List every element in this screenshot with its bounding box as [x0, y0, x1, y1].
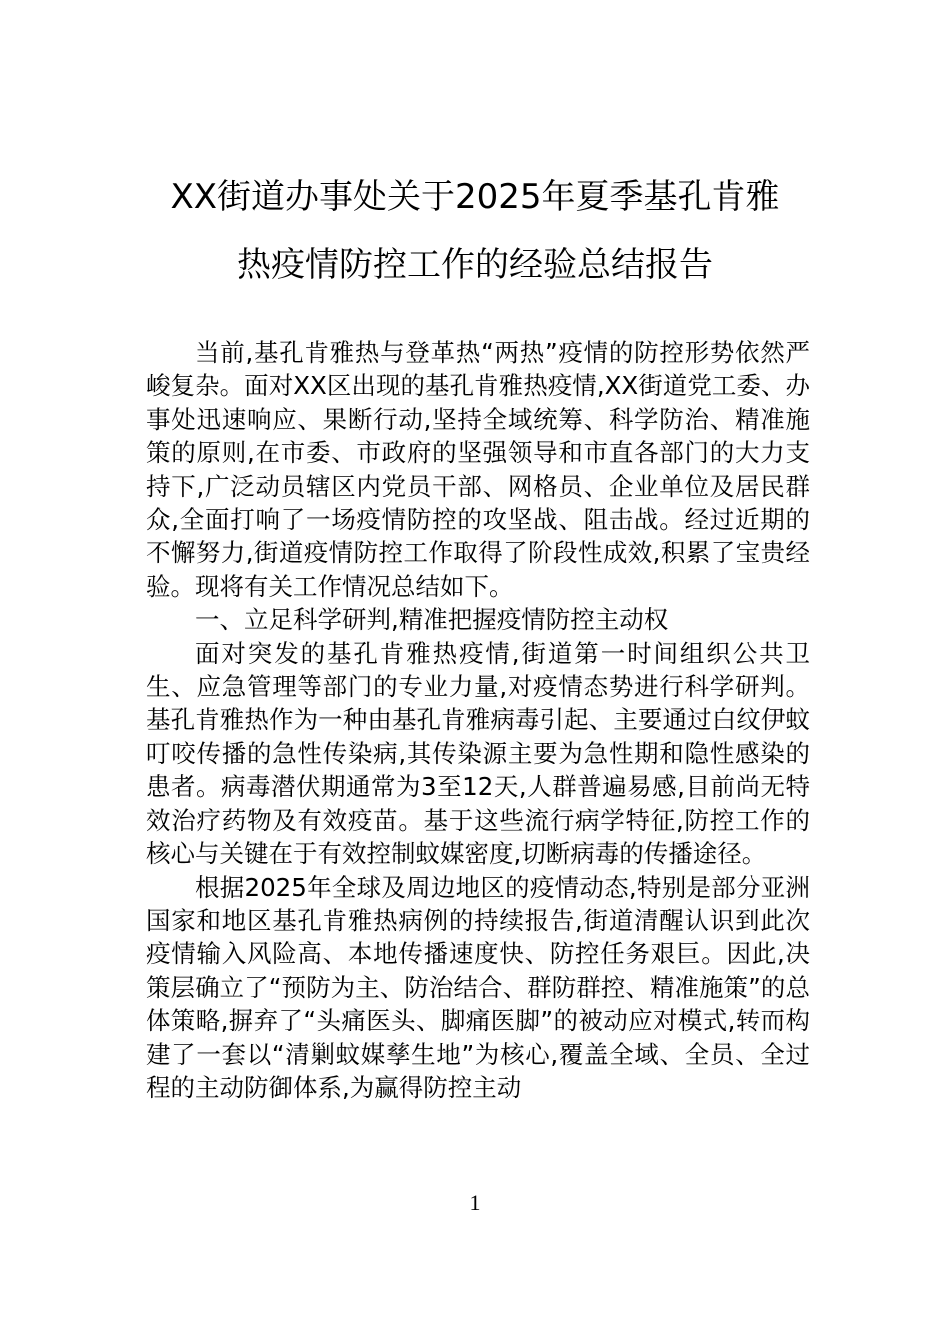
paragraph-intro: 当前,基孔肯雅热与登革热“两热”疫情的防控形势依然严峻复杂。面对XX区出现的基孔肯雅热疫情,XX街道党工委、办事处迅速响应、果断行动,坚持全域统筹、科学防治、精准施策的原则,在市委、市政府的坚强领导和市直各部门的大力支持下,广泛动员辖区内党员干部、网格员、企业单位及居民群众,全面打响了一场疫情防控的攻坚战、阻击战。经过近期的不懈努力,街道疫情防控工作取得了阶段性成效,积累了宝贵经验。现将有关工作情况总结如下。 — [146, 338, 810, 601]
paragraph-strategy: 根据2025年全球及周边地区的疫情动态,特别是部分亚洲国家和地区基孔肯雅热病例的持续报告,街道清醒认识到此次疫情输入风险高、本地传播速度快、防控任务艰巨。因此,决策层确立了“预防为主、防治结合、群防群控、精准施策”的总体策略,摒弃了“头痛医头、脚痛医脚”的被动应对模式,转而构建了一套以“清剿蚊媒孳生地”为核心,覆盖全域、全员、全过程的主动防御体系,为赢得防控主动 — [146, 872, 810, 1102]
section-heading-1: 一、立足科学研判,精准把握疫情防控主动权 — [195, 605, 669, 635]
document-title-line-2: 热疫情防控工作的经验总结报告 — [237, 245, 713, 285]
document-body — [146, 336, 810, 1104]
paragraph-analysis: 面对突发的基孔肯雅热疫情,街道第一时间组织公共卫生、应急管理等部门的专业力量,对疫情态势进行科学研判。基孔肯雅热作为一种由基孔肯雅病毒引起、主要通过白纹伊蚊叮咬传播的急性传染病,其传染源主要为急性期和隐性感染的患者。病毒潜伏期通常为3至12天,人群普遍易感,目前尚无特效治疗药物及有效疫苗。基于这些流行病学特征,防控工作的核心与关键在于有效控制蚊媒密度,切断病毒的传播途径。 — [146, 638, 810, 869]
document-title-line-1: XX街道办事处关于2025年夏季基孔肯雅 — [170, 177, 780, 217]
page-number: 1 — [469, 1190, 481, 1215]
